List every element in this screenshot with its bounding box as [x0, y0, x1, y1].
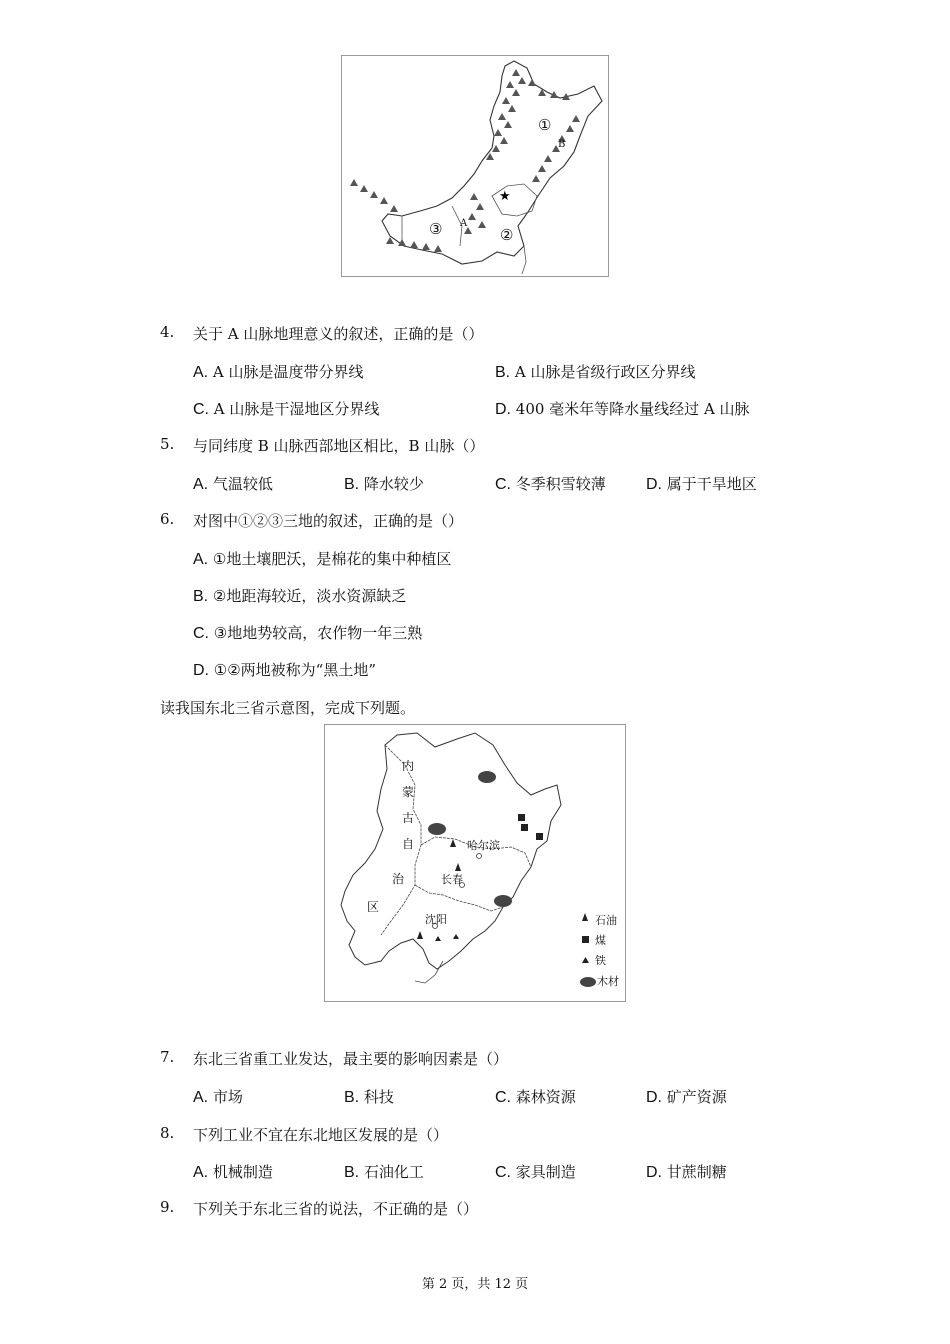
map1-label-a: A	[460, 218, 468, 229]
map-legend	[580, 913, 596, 987]
option-b[interactable]	[344, 1086, 394, 1107]
question-number: 9.	[160, 1198, 175, 1216]
option-c[interactable]	[193, 622, 422, 643]
option-b[interactable]	[193, 585, 406, 606]
option-letter: B.	[495, 364, 511, 381]
region-outline	[382, 61, 602, 264]
option-a[interactable]	[193, 1161, 273, 1182]
legend-timber-label: 木材	[597, 975, 619, 988]
question-number: 8.	[160, 1124, 175, 1142]
question-number: 7.	[160, 1048, 175, 1066]
option-text: 属于干旱地区	[666, 475, 757, 493]
region-char-3: 古	[402, 811, 415, 825]
timber-legend-icon	[580, 977, 596, 987]
coal-symbols	[518, 814, 543, 840]
option-text: 矿产资源	[666, 1088, 727, 1106]
option-text: 400 毫米年等降水量线经过 A 山脉	[515, 400, 750, 418]
star-icon: ★	[499, 189, 511, 204]
option-letter: B.	[193, 588, 209, 605]
option-letter: B.	[344, 476, 360, 493]
mountains-map-drawing	[342, 56, 608, 276]
city-changchun: 长春	[441, 873, 463, 886]
option-letter: B.	[344, 1089, 360, 1106]
option-text: A 山脉是干湿地区分界线	[213, 400, 380, 418]
map1-label-b: B	[558, 139, 566, 150]
option-d[interactable]	[495, 398, 750, 419]
option-letter: D.	[646, 1164, 662, 1181]
option-text: 冬季积雪较薄	[515, 475, 606, 493]
option-letter: D.	[193, 662, 209, 679]
map1-region-3: ③	[429, 220, 443, 238]
option-letter: C.	[495, 1089, 511, 1106]
option-a[interactable]	[193, 1086, 243, 1107]
option-letter: C.	[495, 476, 511, 493]
option-b[interactable]	[344, 473, 424, 494]
question-text: 下列关于东北三省的说法，不正确的是（）	[193, 1200, 479, 1218]
legend-oil-label: 石油	[595, 914, 617, 927]
harbin-marker	[477, 854, 482, 859]
option-letter: A.	[193, 551, 209, 568]
question-number: 6.	[160, 510, 175, 528]
iron-legend-icon	[582, 957, 589, 963]
iron-symbols	[435, 934, 459, 941]
option-b[interactable]	[495, 361, 696, 382]
option-text: ②地距海较近，淡水资源缺乏	[212, 587, 407, 605]
question-number: 4.	[160, 323, 175, 341]
question-number: 5.	[160, 435, 175, 453]
option-letter: A.	[193, 1164, 209, 1181]
option-text: 市场	[212, 1088, 243, 1106]
option-text: 气温较低	[212, 475, 273, 493]
option-letter: C.	[193, 401, 209, 418]
option-b[interactable]	[344, 1161, 424, 1182]
option-text: 森林资源	[515, 1088, 576, 1106]
city-harbin: 哈尔滨	[467, 839, 500, 852]
option-text: 石油化工	[363, 1163, 424, 1181]
option-letter: C.	[193, 625, 209, 642]
option-text: A 山脉是温度带分界线	[212, 363, 364, 381]
region-char-6: 区	[367, 900, 380, 914]
inner-mongolia-border	[381, 745, 421, 935]
coast-line	[522, 246, 526, 274]
region-char-5: 治	[392, 872, 405, 886]
option-c[interactable]	[495, 1161, 576, 1182]
option-text: ①②两地被称为“黑土地”	[213, 661, 377, 679]
option-a[interactable]	[193, 548, 451, 569]
option-a[interactable]	[193, 361, 364, 382]
option-d[interactable]	[646, 1086, 727, 1107]
page-footer: 第 2 页，共 12 页	[421, 1277, 529, 1292]
region-char-2: 蒙	[402, 785, 415, 799]
option-letter: D.	[646, 1089, 662, 1106]
option-d[interactable]	[193, 659, 376, 680]
option-c[interactable]	[495, 473, 606, 494]
legend-coal-label: 煤	[595, 934, 606, 947]
option-text: 降水较少	[363, 475, 424, 493]
option-letter: D.	[646, 476, 662, 493]
question-text: 对图中①②③三地的叙述，正确的是（）	[193, 512, 464, 530]
option-d[interactable]	[646, 1161, 727, 1182]
option-letter: B.	[344, 1164, 360, 1181]
northeast-provinces-map	[324, 724, 626, 1002]
reading-instruction: 读我国东北三省示意图，完成下列题。	[160, 699, 416, 717]
option-letter: A.	[193, 1089, 209, 1106]
coal-legend-icon	[582, 936, 589, 943]
city-shenyang: 沈阳	[425, 913, 447, 926]
option-c[interactable]	[495, 1086, 576, 1107]
provinces-map-drawing	[325, 725, 625, 1001]
option-letter: A.	[193, 476, 209, 493]
option-text: 科技	[363, 1088, 394, 1106]
option-d[interactable]	[646, 473, 757, 494]
option-text: A 山脉是省级行政区分界线	[514, 363, 696, 381]
option-letter: A.	[193, 364, 209, 381]
question-text: 关于 A 山脉地理意义的叙述，正确的是（）	[193, 325, 484, 343]
option-text: 家具制造	[515, 1163, 576, 1181]
liaodong-coast	[415, 961, 443, 983]
map1-region-2: ②	[500, 226, 514, 244]
option-text: 甘蔗制糖	[666, 1163, 727, 1181]
option-c[interactable]	[193, 398, 379, 419]
region-char-4: 自	[402, 837, 415, 851]
option-text: ③地地势较高，农作物一年三熟	[213, 624, 423, 642]
question-text: 与同纬度 B 山脉西部地区相比，B 山脉（）	[193, 437, 485, 455]
option-a[interactable]	[193, 473, 273, 494]
option-text: 机械制造	[212, 1163, 273, 1181]
question-text: 下列工业不宜在东北地区发展的是（）	[193, 1126, 449, 1144]
option-letter: C.	[495, 1164, 511, 1181]
northeast-outline	[341, 733, 561, 969]
region-char-1: 内	[402, 759, 415, 773]
northeast-mountains-map	[341, 55, 609, 277]
legend-iron-label: 铁	[595, 954, 606, 967]
oil-legend-icon	[582, 913, 588, 921]
option-text: ①地土壤肥沃，是棉花的集中种植区	[212, 550, 452, 568]
map1-region-1: ①	[538, 116, 552, 134]
question-text: 东北三省重工业发达，最主要的影响因素是（）	[193, 1050, 509, 1068]
jilin-liaoning-border	[415, 885, 503, 911]
option-letter: D.	[495, 401, 511, 418]
